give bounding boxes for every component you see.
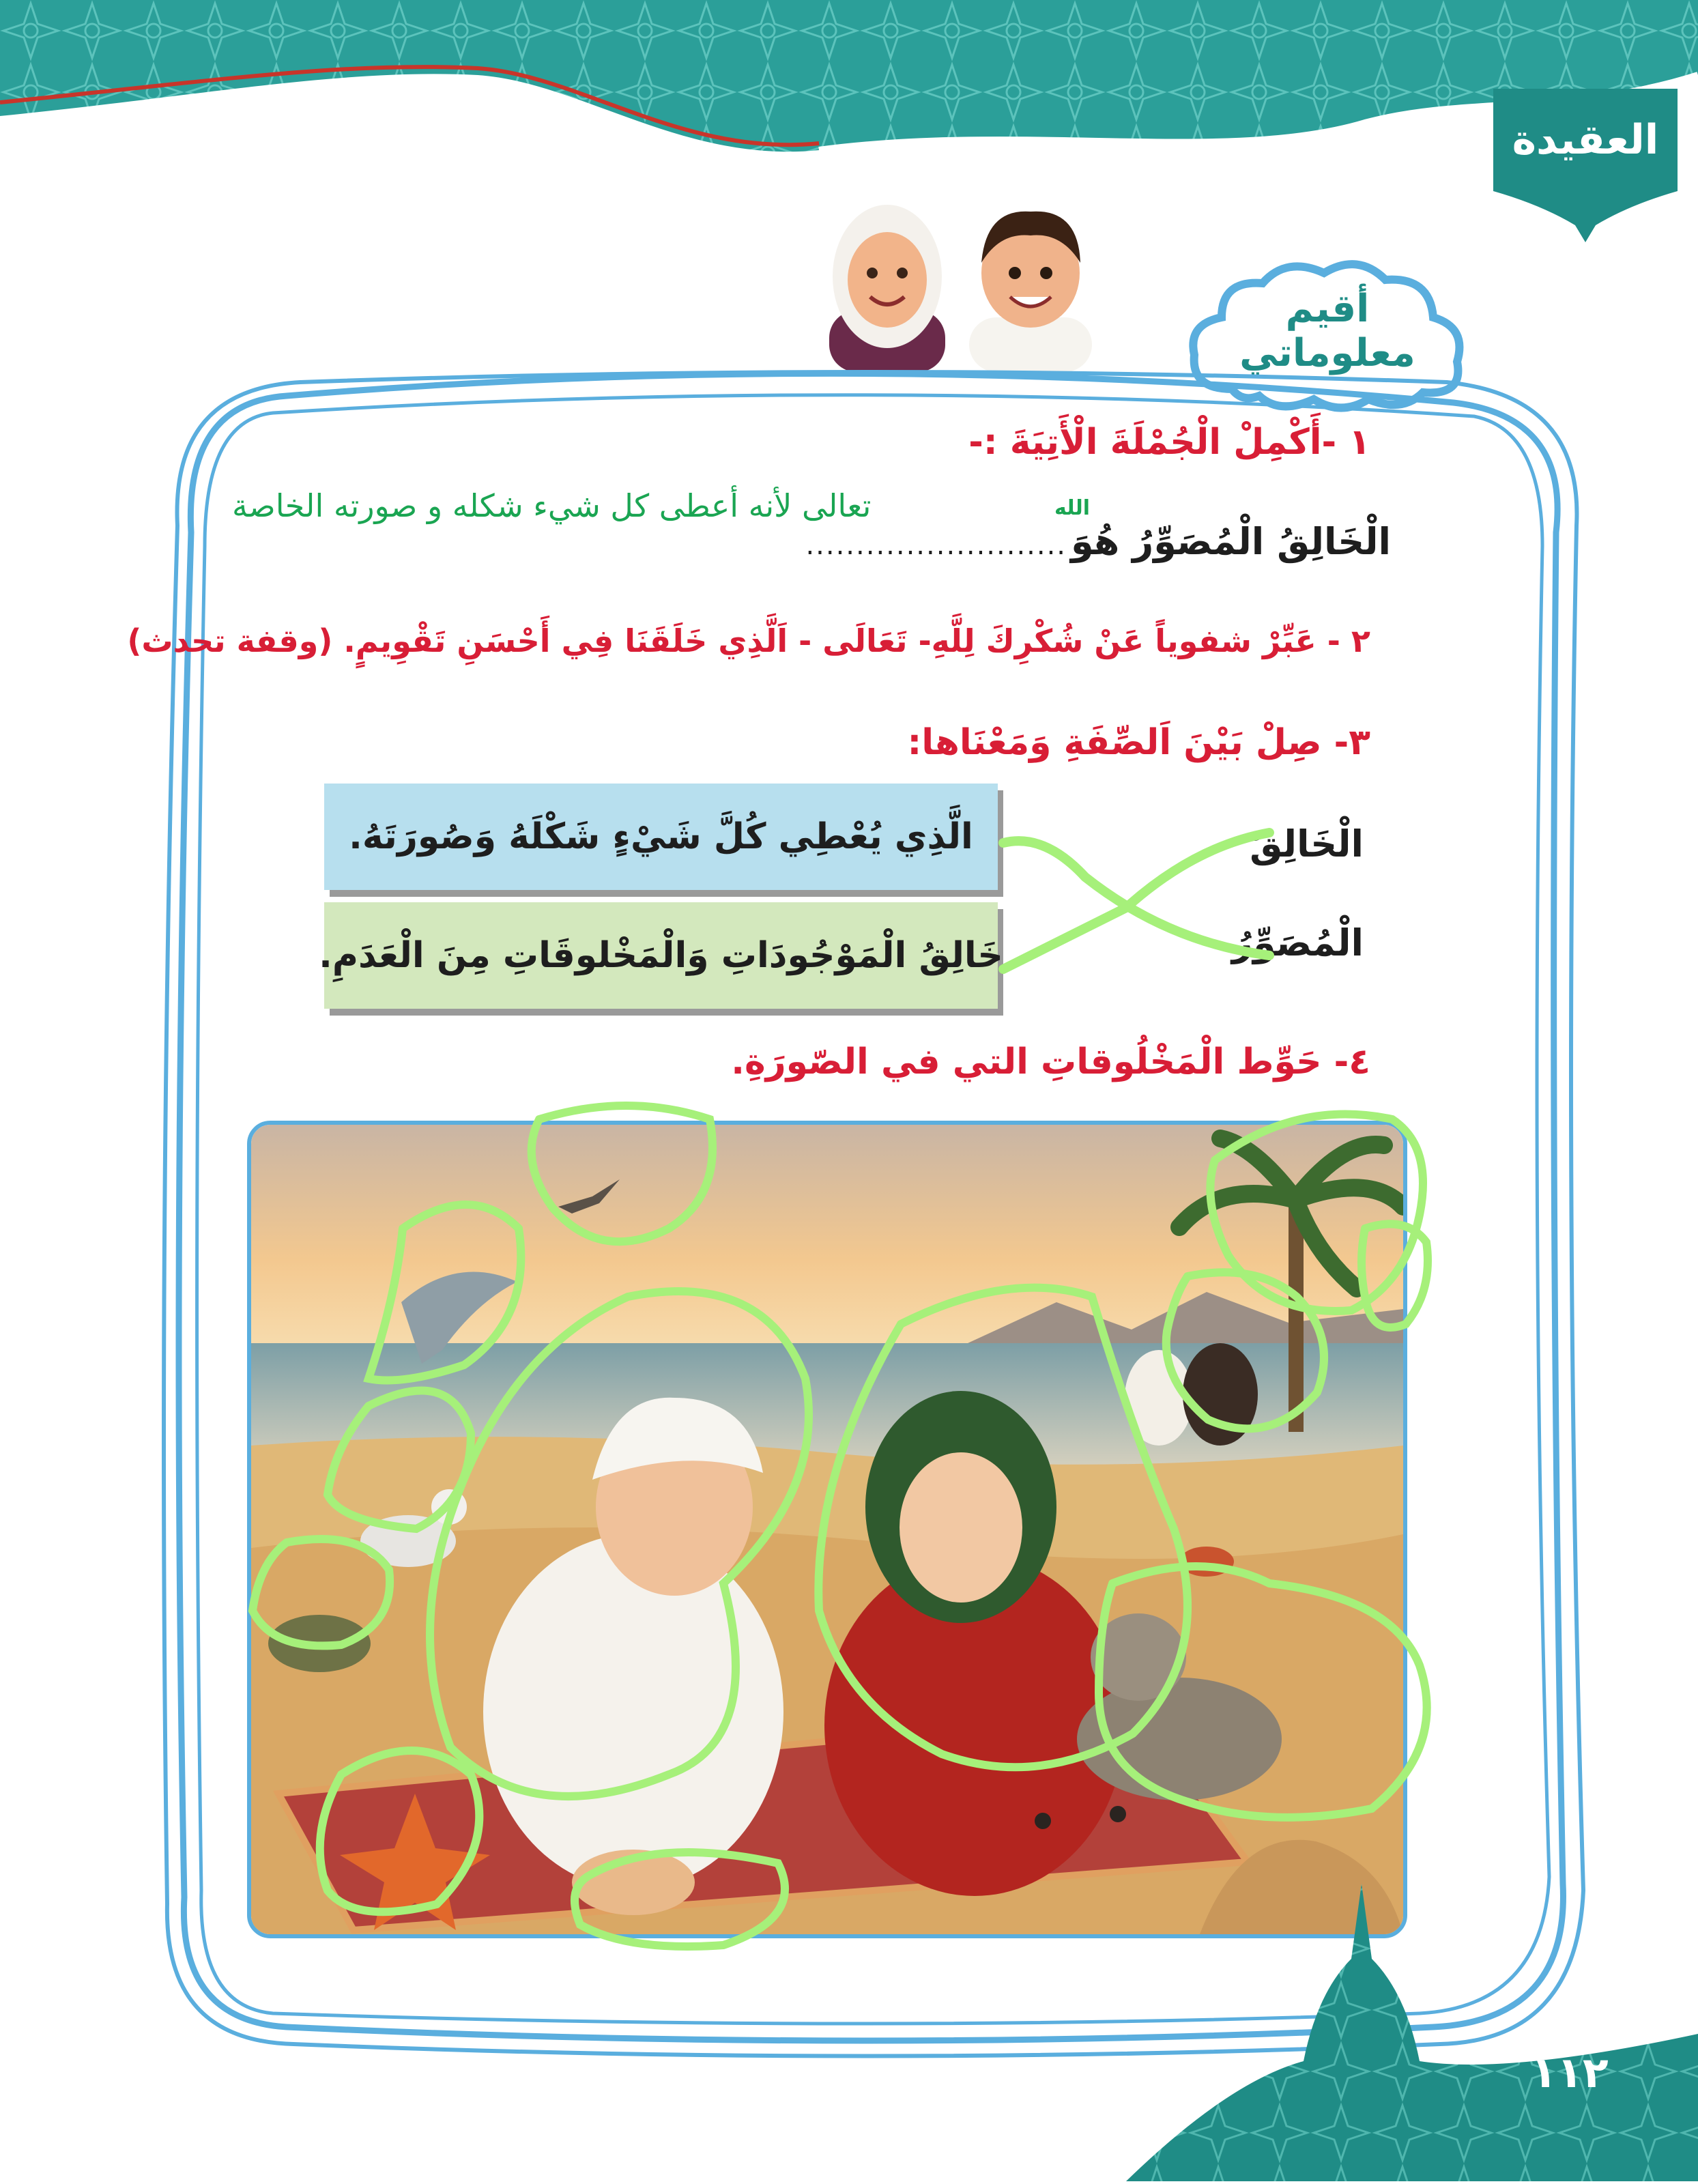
q3-term-2: الْمُصَوِّرُ: [1231, 921, 1364, 964]
q1-blank-line: ..........................: [805, 530, 1067, 561]
q2-prompt: ٢ - عَبِّرْ شفوياً عَنْ شُكْرِكَ لِلَّهِ- تَعَالَى - اَلَّذِي خَلَقَنَا فِي أَحْسَنِ تَقْوِيمٍ. (وقفة تحدث): [127, 622, 1370, 659]
q1-prompt: ١ -أَكْمِلْ الْجُمْلَةَ الْأَتِيَةَ :-: [968, 422, 1370, 463]
q3-term-1: الْخَالِقُ: [1250, 822, 1364, 865]
badge-line1: أقيم: [1285, 287, 1370, 331]
q1-answer-handwritten: تعالى لأنه أعطى كل شيء شكله و صورته الخاصة: [232, 487, 872, 524]
page-number: ١١٢: [1531, 2048, 1609, 2097]
q3-meaning-1: الَّذِي يُعْطِي كُلَّ شَيْءٍ شَكْلَهُ وَصُورَتَهُ.: [349, 816, 973, 857]
kids-illustration: [816, 195, 1109, 372]
q1-sentence-row: [805, 520, 1391, 563]
badge-line2: معلوماتي: [1239, 331, 1415, 375]
q3-prompt: ٣- صِلْ بَيْنَ اَلصِّفَةِ وَمَعْنَاها:: [907, 722, 1370, 763]
section-banner: [1493, 89, 1678, 246]
q3-meaning-box-2: [319, 902, 1003, 1009]
footer-ornament: [1126, 1856, 1698, 2181]
section-title: العقيدة: [1512, 116, 1659, 164]
q1-sentence: الْخَالِقُ الْمُصَوِّرُ هُوَ: [1071, 520, 1391, 563]
q3-matching-lines: [990, 805, 1276, 983]
q1-answer-small: الله: [1054, 496, 1090, 520]
q3-meaning-box-1: [324, 784, 998, 890]
q3-meaning-2: خَالِقُ الْمَوْجُودَاتِ وَالْمَخْلوقَاتِ مِنَ الْعَدَمِ.: [319, 935, 1003, 976]
q4-prompt: ٤- حَوِّط الْمَخْلُوقاتِ التي في الصّورَةِ.: [731, 1041, 1370, 1082]
